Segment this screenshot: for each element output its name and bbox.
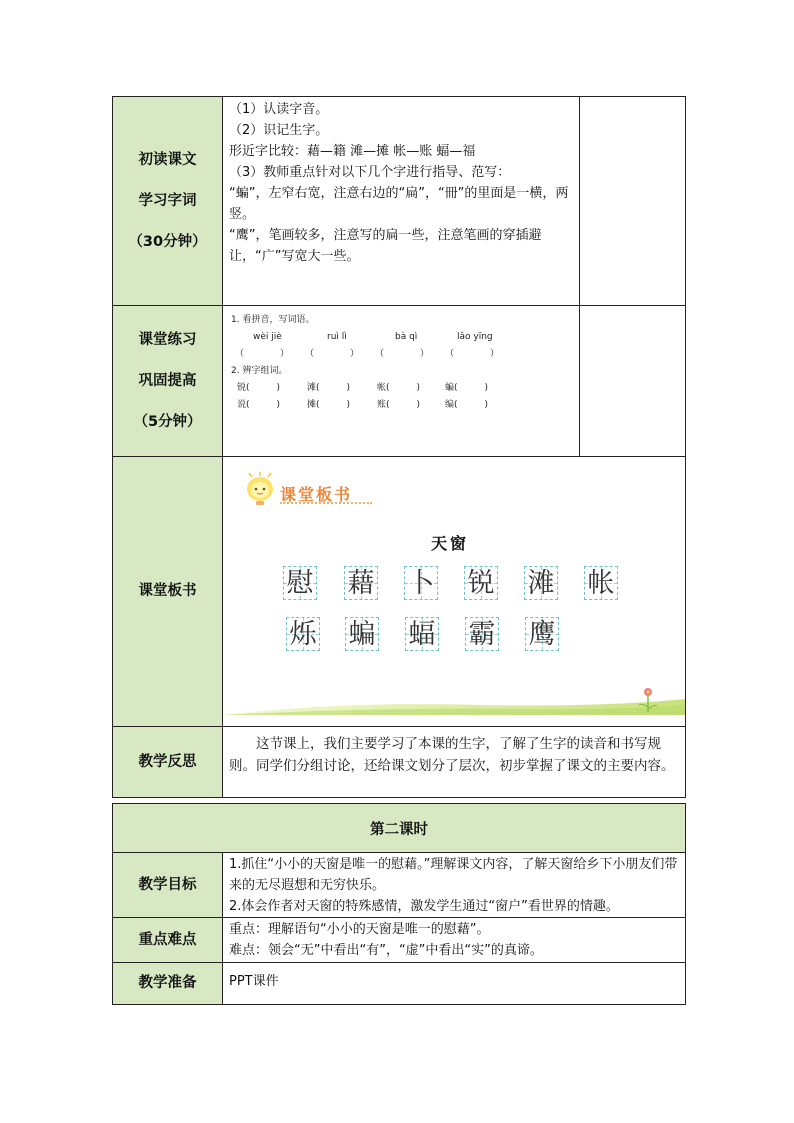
- lesson-table-second: [112, 803, 686, 1005]
- row-first-reading: [113, 97, 686, 306]
- answer-blank: （ ）: [445, 349, 500, 359]
- answer-blank: （ ）: [235, 349, 290, 359]
- pair-item: 说( ): [237, 400, 281, 410]
- pair-row-1: [231, 380, 571, 397]
- row-section: [113, 804, 686, 853]
- tianzige-cell: 滩: [524, 566, 558, 600]
- pair-item: 账( ): [377, 400, 421, 410]
- row-board: [113, 457, 686, 727]
- label-goals: 教学目标: [113, 853, 223, 918]
- blank-row: [231, 346, 571, 363]
- tianzige-cell: 蝙: [345, 617, 379, 651]
- question-1: 1. 看拼音，写词语。: [231, 315, 315, 325]
- goals-content: [223, 853, 686, 918]
- row-practice: [113, 306, 686, 457]
- pair-item: 摊( ): [307, 400, 351, 410]
- step-2: （2）识记生字。: [229, 123, 329, 138]
- tianzige-cell: 烁: [286, 617, 320, 651]
- lesson-title: 天窗: [431, 534, 470, 553]
- tianzige-cell: 霸: [465, 617, 499, 651]
- label-board: 课堂板书: [113, 457, 223, 727]
- lesson-table-first: [112, 96, 686, 798]
- row-prep: [113, 963, 686, 1005]
- tianzige-cell: 帐: [584, 566, 618, 600]
- board-canvas: [223, 457, 685, 725]
- tianzige-cell: 卜: [404, 566, 438, 600]
- tianzige-cell: 鹰: [525, 617, 559, 651]
- label-first-reading: 初读课文 学习字词 （30分钟）: [113, 97, 223, 306]
- label-prep: 教学准备: [113, 963, 223, 1005]
- flower-icon: [633, 685, 663, 713]
- pinyin-item: bà qì: [395, 332, 418, 342]
- pair-item: 编( ): [445, 400, 489, 410]
- label-reflection: 教学反思: [113, 727, 223, 798]
- content-first-reading: [223, 97, 580, 306]
- empty-cell: [580, 97, 686, 306]
- note-ying: “鹰”，笔画较多，注意写的扁一些，注意笔画的穿插避让，“广”写宽大一些。: [229, 228, 542, 264]
- goal-1: 1.抓住“小小的天窗是唯一的慰藉。”理解课文内容，了解天窗给乡下小朋友们带来的无尽遐想和无穷快乐。: [229, 857, 678, 893]
- grass-decoration: [223, 695, 685, 715]
- row-goals: [113, 853, 686, 918]
- key-point: 重点：理解语句“小小的天窗是唯一的慰藉”。: [229, 922, 490, 937]
- tianzige-cell: 蝠: [405, 617, 439, 651]
- pair-item: 滩( ): [307, 383, 351, 393]
- step-1: （1）认读字音。: [229, 102, 329, 117]
- hard-point: 难点：领会“无”中看出“有”，“虚”中看出“实”的真谛。: [229, 943, 543, 958]
- pair-item: 帐( ): [377, 383, 421, 393]
- pinyin-item: ruì lì: [327, 332, 347, 342]
- pair-row-2: [231, 397, 571, 414]
- label-difficulty: 重点难点: [113, 918, 223, 963]
- reflection-text: 这节课上，我们主要学习了本课的生字，了解了生字的读音和书写规则。同学们分组讨论，还给课文划分了层次，初步掌握了课文的主要内容。: [223, 727, 686, 798]
- blackboard-area: [223, 457, 686, 727]
- answer-blank: （ ）: [375, 349, 430, 359]
- row-difficulty: [113, 918, 686, 963]
- pinyin-item: lǎo yīng: [457, 332, 493, 342]
- board-heading: 课堂板书: [280, 485, 353, 504]
- section-title: 第二课时: [113, 804, 686, 853]
- exercise-content: [223, 306, 580, 457]
- answer-blank: （ ）: [305, 349, 360, 359]
- empty-cell: [580, 306, 686, 457]
- difficulty-content: [223, 918, 686, 963]
- similar-chars: 形近字比较：藉—籍 滩—摊 帐—账 蝠—福: [229, 144, 476, 159]
- pinyin-row: [231, 329, 571, 346]
- pair-item: 锐( ): [237, 383, 281, 393]
- pair-item: 蝙( ): [445, 383, 489, 393]
- tianzige-cell: 锐: [464, 566, 498, 600]
- prep-content: PPT课件: [223, 963, 686, 1005]
- step-3: （3）教师重点针对以下几个字进行指导、范写：: [229, 165, 511, 180]
- row-reflection: [113, 727, 686, 798]
- label-practice: 课堂练习 巩固提高 （5分钟）: [113, 306, 223, 457]
- heading-underline: [280, 502, 372, 504]
- pinyin-item: wèi jiè: [253, 332, 282, 342]
- note-bian: “蝙”，左窄右宽，注意右边的“扁”，“冊”的里面是一横，两竖。: [229, 186, 569, 222]
- question-2: 2. 辨字组词。: [231, 366, 288, 376]
- tianzige-cell: 慰: [283, 566, 317, 600]
- tianzige-cell: 藉: [344, 566, 378, 600]
- goal-2: 2.体会作者对天窗的特殊感情，激发学生通过“窗户”看世界的情趣。: [229, 899, 619, 914]
